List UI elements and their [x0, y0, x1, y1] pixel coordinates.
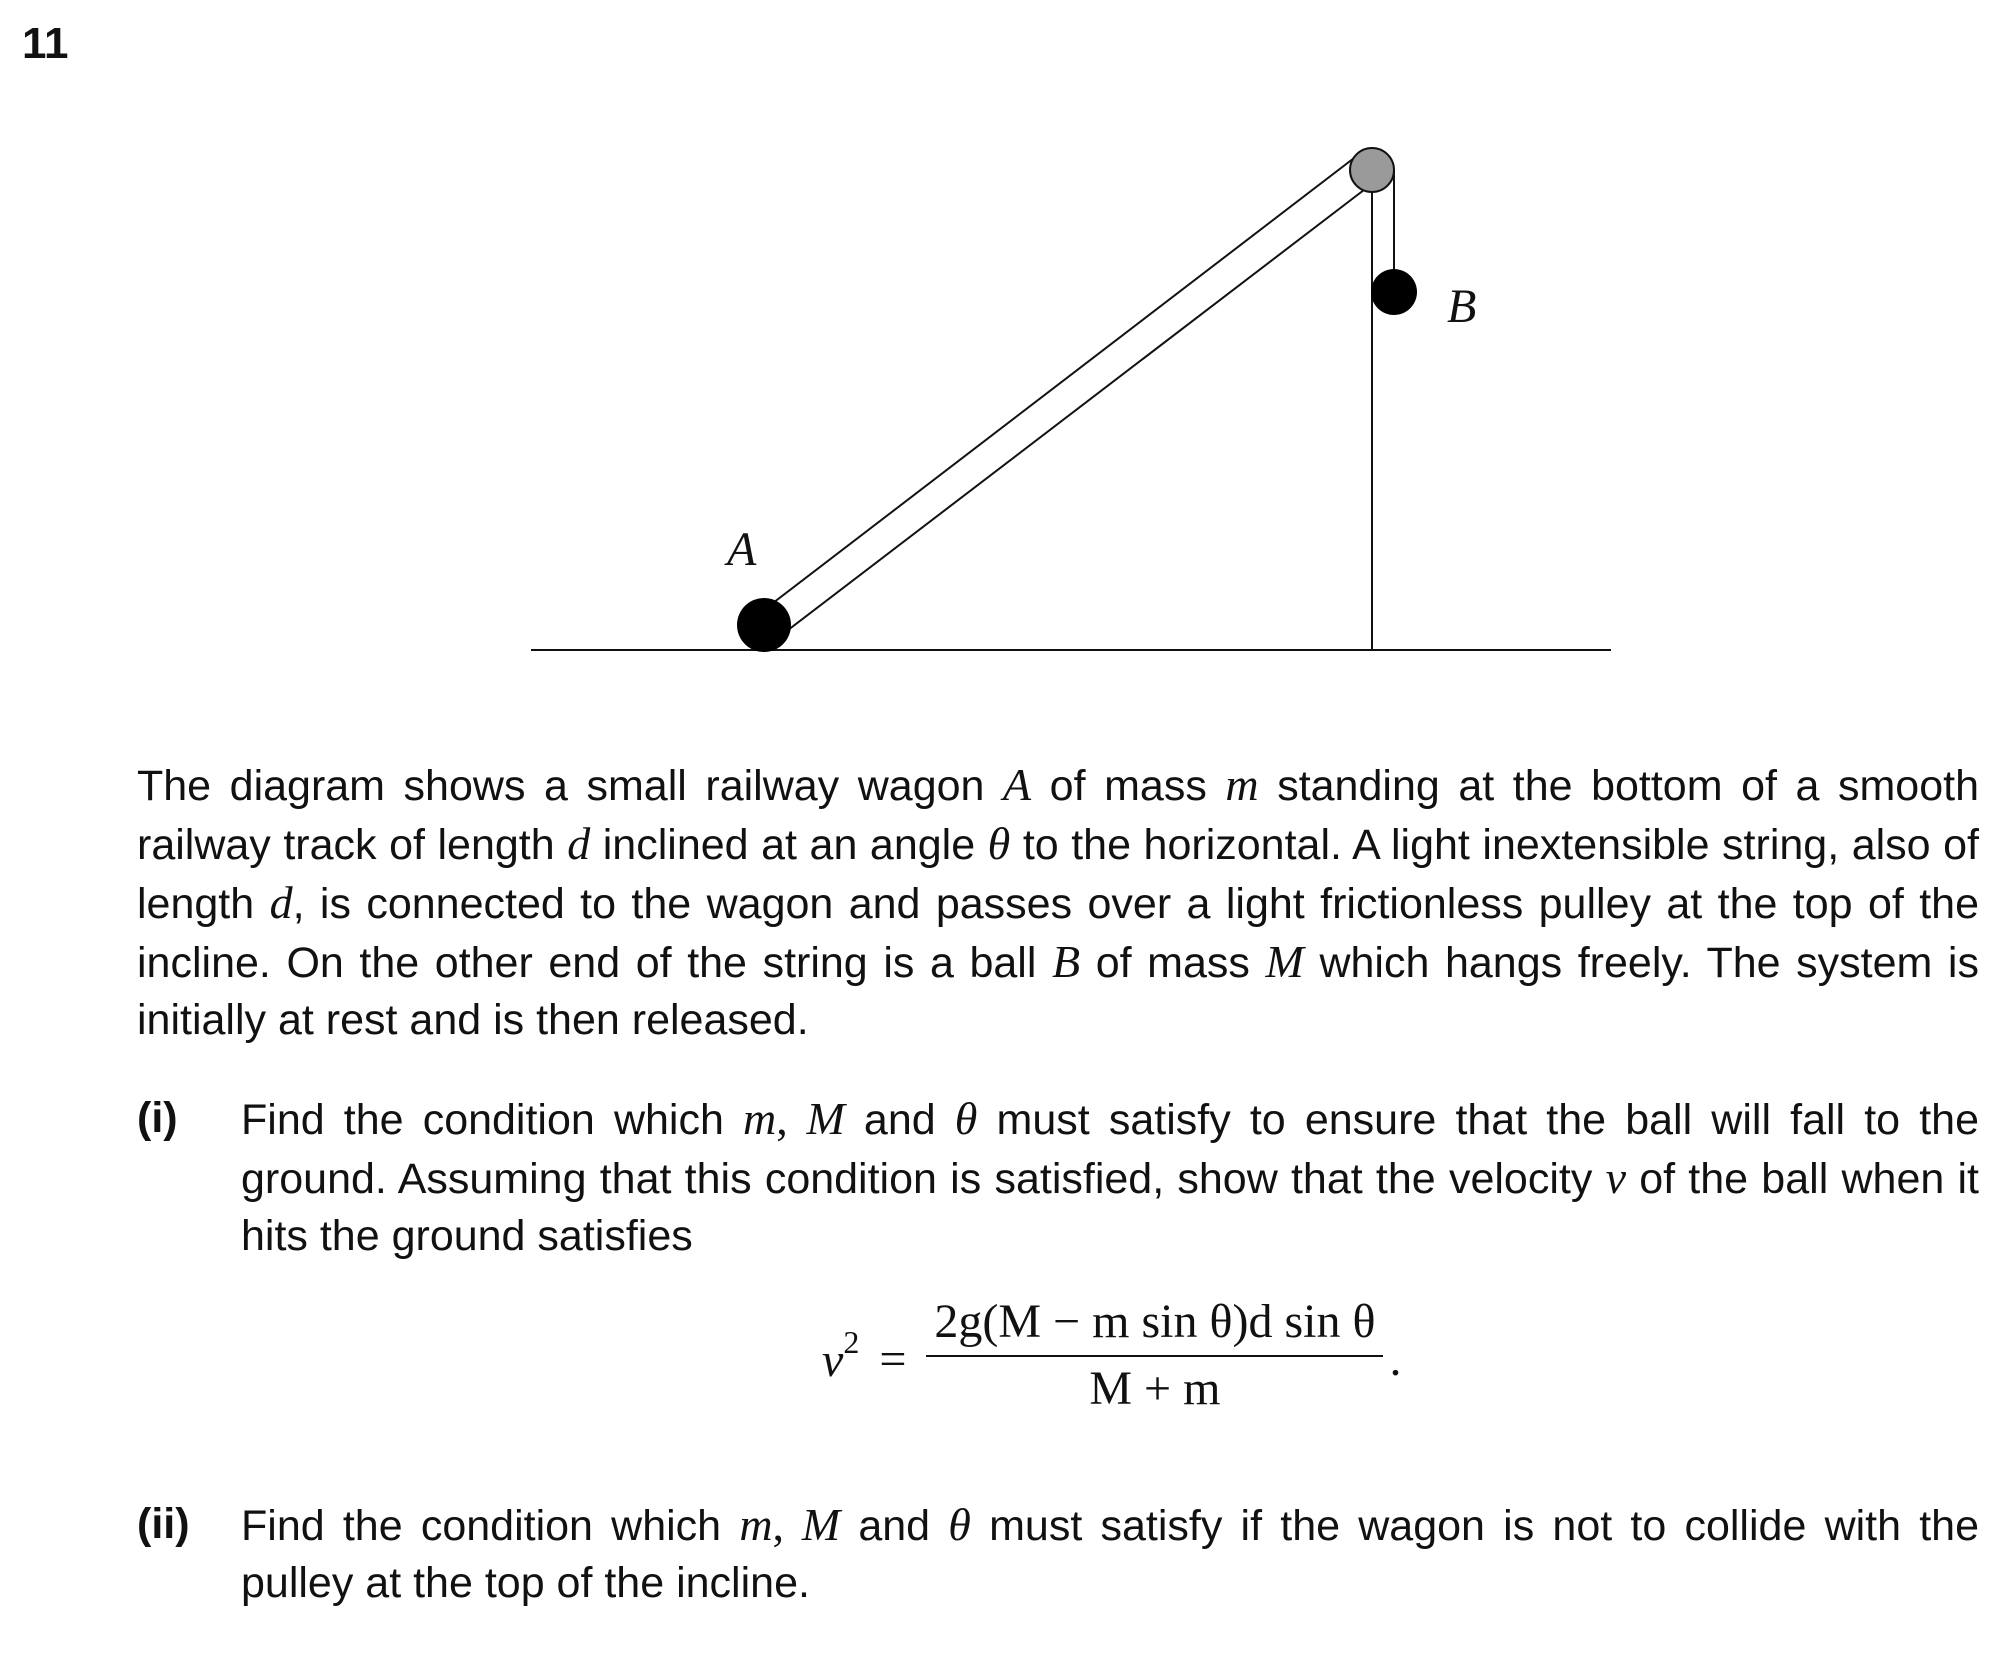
intro-text: inclined at an angle — [590, 821, 988, 869]
part-i-phrase: and — [844, 1096, 955, 1144]
velocity-equation — [822, 1290, 1401, 1420]
var-theta: θ — [948, 1499, 971, 1550]
intro-text: of mass — [1031, 762, 1226, 810]
part-ii-phrase: must satisfy if the wagon is not to collide with the pulley at the top of the incline. — [241, 1502, 1980, 1607]
var-theta: θ — [954, 1093, 978, 1144]
intro-text: which hangs freely. The system is initially at rest and is then released. — [137, 939, 1979, 1044]
ball-b — [1371, 269, 1417, 315]
var-m: m — [1225, 759, 1259, 810]
equation-fraction — [926, 1294, 1383, 1416]
wagon-a — [737, 598, 791, 652]
equation-lhs — [822, 1324, 860, 1388]
equation-period: . — [1389, 1332, 1402, 1386]
var-theta: θ — [987, 818, 1011, 869]
incline-diagram — [0, 0, 2010, 700]
problem-statement — [137, 756, 1979, 1049]
comma: , — [776, 1093, 807, 1144]
var-b: B — [1052, 936, 1081, 987]
track-rail-lower — [775, 180, 1377, 640]
intro-text: to the horizontal. A light inextensible string, also of length — [137, 821, 1979, 928]
part-ii-phrase: Find the condition which — [241, 1502, 740, 1550]
track-rail-upper — [756, 155, 1358, 616]
part-i-phrase: of the ball when it hits the ground satisfies — [241, 1155, 1979, 1260]
equation-denominator: M + m — [1089, 1362, 1221, 1415]
comma: , — [772, 1499, 802, 1550]
var-v: v — [1605, 1152, 1626, 1203]
var-m: m — [743, 1093, 777, 1144]
intro-text: of mass — [1080, 939, 1266, 987]
intro-text: , is connected to the wagon and passes over a light frictionless pulley at the top of the incline. On the other end of the string is a ball — [137, 880, 1980, 987]
var-big-m: M — [806, 1093, 845, 1144]
var-d: d — [567, 818, 591, 869]
part-i-text — [241, 1090, 1979, 1265]
equals-sign: = — [879, 1332, 907, 1386]
pulley — [1350, 148, 1394, 192]
part-ii — [137, 1496, 1979, 1612]
part-ii-phrase: and — [840, 1502, 949, 1550]
intro-text: The diagram shows a small railway wagon — [137, 762, 1004, 810]
part-ii-text — [241, 1496, 1979, 1612]
part-ii-label: (ii) — [137, 1500, 190, 1548]
var-big-m: M — [801, 1499, 841, 1550]
part-i-label: (i) — [137, 1094, 178, 1142]
label-b: B — [1447, 280, 1477, 333]
var-d: d — [269, 877, 293, 928]
part-i-phrase: Find the condition which — [241, 1096, 744, 1144]
label-a: A — [727, 523, 757, 576]
var-a: A — [1003, 759, 1032, 810]
var-big-m: M — [1265, 936, 1304, 987]
equation-lhs-power: 2 — [843, 1324, 860, 1360]
question-number: 11 — [22, 19, 69, 68]
var-m: m — [739, 1499, 773, 1550]
equation-lhs-var: v — [822, 1334, 844, 1387]
part-i — [137, 1090, 1979, 1265]
equation-numerator: 2g(M − m sin θ)d sin θ — [926, 1294, 1383, 1357]
part-i-phrase: must satisfy to ensure that the ball will fall to the ground. Assuming that this condition is satisfied, show that the velocity — [241, 1096, 1979, 1203]
intro-text: standing at the bottom of a smooth railway track of length — [137, 762, 1979, 869]
